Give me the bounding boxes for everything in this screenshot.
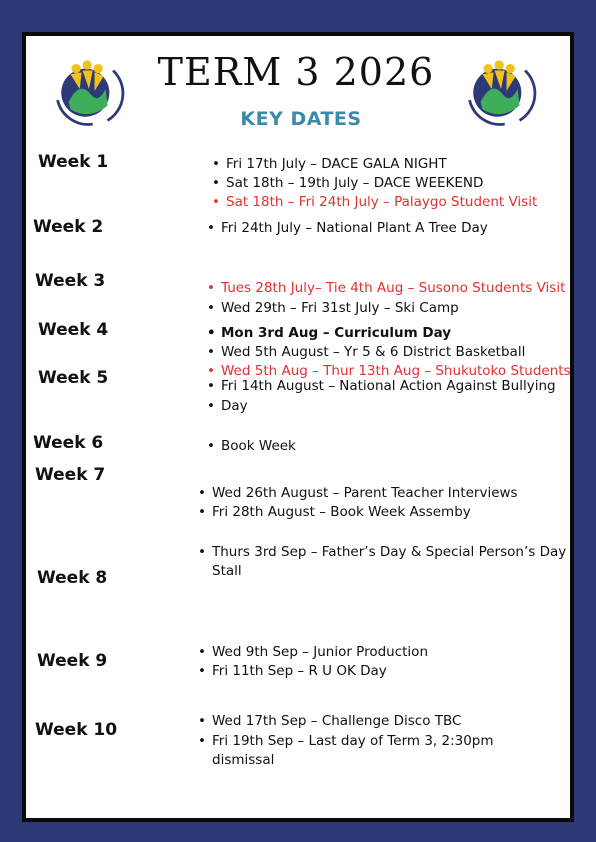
event-item: • Fri 19th Sep – Last day of Term 3, 2:30pm xyxy=(198,733,494,749)
key-dates-frame xyxy=(22,32,574,822)
event-item: • Tues 28th July– Tie 4th Aug – Susono Students Visit xyxy=(207,280,566,296)
week-label: Week 5 xyxy=(38,368,109,388)
event-item: • Wed 5th Aug – Thur 13th Aug – Shukutoko Students xyxy=(207,363,571,379)
school-logo-left xyxy=(52,52,126,126)
event-item: Stall xyxy=(212,563,242,579)
event-item: • Sat 18th – 19th July – DACE WEEKEND xyxy=(212,175,484,191)
week-label: Week 4 xyxy=(38,320,109,340)
school-logo-right xyxy=(464,52,538,126)
event-item: • Wed 17th Sep – Challenge Disco TBC xyxy=(198,713,462,729)
event-item: • Thurs 3rd Sep – Father’s Day & Special Person’s Day xyxy=(198,544,567,560)
page-subtitle: KEY DATES xyxy=(240,108,362,130)
event-item: • Wed 26th August – Parent Teacher Interviews xyxy=(198,485,518,501)
event-item: • Wed 5th August – Yr 5 & 6 District Basketball xyxy=(207,344,526,360)
event-item: • Wed 29th – Fri 31st July – Ski Camp xyxy=(207,300,459,316)
event-item: • Mon 3rd Aug – Curriculum Day xyxy=(207,325,452,341)
event-item: • Book Week xyxy=(207,438,296,454)
event-item: • Sat 18th – Fri 24th July – Palaygo Student Visit xyxy=(212,194,538,210)
week-label: Week 3 xyxy=(35,271,106,291)
event-item: • Fri 14th August – National Action Against Bullying xyxy=(207,378,556,394)
event-item: • Fri 11th Sep – R U OK Day xyxy=(198,663,387,679)
event-item: • Day xyxy=(207,398,248,414)
week-label: Week 8 xyxy=(37,568,108,588)
event-item: • Fri 28th August – Book Week Assemby xyxy=(198,504,471,520)
week-label: Week 7 xyxy=(35,465,106,485)
week-label: Week 9 xyxy=(37,651,108,671)
event-item: dismissal xyxy=(212,752,275,768)
week-label: Week 10 xyxy=(35,720,118,740)
event-item: • Wed 9th Sep – Junior Production xyxy=(198,644,428,660)
event-item: • Fri 17th July – DACE GALA NIGHT xyxy=(212,156,447,172)
week-label: Week 1 xyxy=(38,152,109,172)
page-title: TERM 3 2026 xyxy=(157,50,435,94)
week-label: Week 2 xyxy=(33,217,104,237)
week-label: Week 6 xyxy=(33,433,104,453)
event-item: • Fri 24th July – National Plant A Tree Day xyxy=(207,220,488,236)
